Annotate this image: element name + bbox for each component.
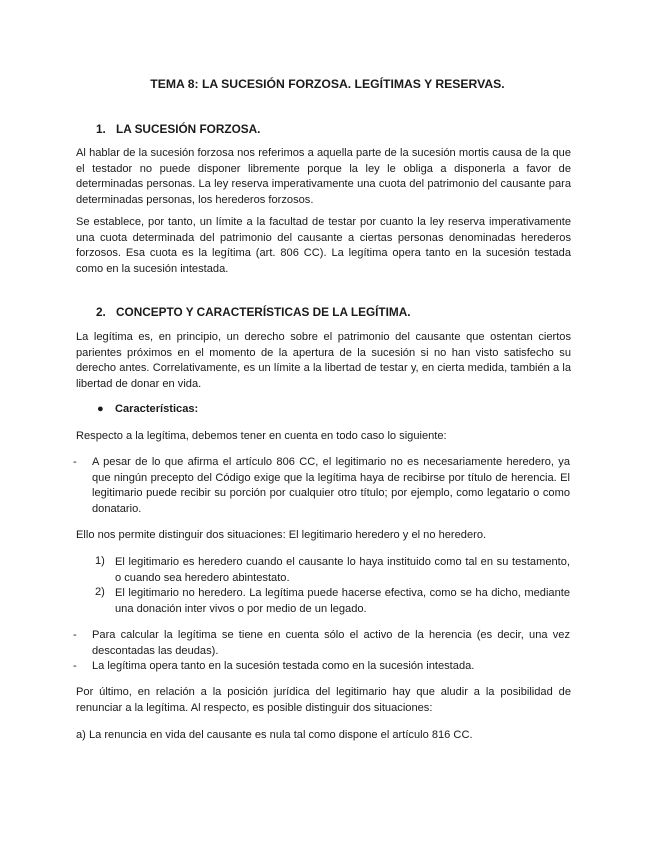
characteristics-intro: Respecto a la legítima, debemos tener en cuenta en todo caso lo siguiente: [76, 430, 447, 442]
characteristics-label: Características: [115, 403, 199, 415]
section-2-number: 2. [96, 305, 106, 319]
section-2-paragraph-last: Por último, en relación a la posición jurídica del legitimario hay que aludir a la posibilidad de renunciar a la legítima. Al respecto, es posible distinguir dos situaciones: [76, 686, 571, 714]
numbered-label-1: 1) [95, 555, 105, 567]
distinguish-paragraph: Ello nos permite distinguir dos situaciones: El legitimario heredero y el no heredero. [76, 529, 487, 541]
numbered-label-2: 2) [95, 586, 105, 598]
section-2-paragraph-1: La legítima es, en principio, un derecho sobre el patrimonio del causante que ostentan ciertos parientes próximos en el momento de la apertura de la sucesión si no han visto satisfecho su derecho antes. Correlativamente, es un límite a la libertad de testar y, en cierta medida, también a la libertad de donar en vida. [76, 331, 571, 390]
section-1-title: LA SUCESIÓN FORZOSA. [116, 122, 261, 136]
list-item-dash-3: La legítima opera tanto en la sucesión testada como en la sucesión intestada. [92, 660, 475, 672]
section-1-number: 1. [96, 122, 106, 136]
list-item-dash-1: A pesar de lo que afirma el artículo 806 CC, el legitimario no es necesariamente heredero, ya que ningún precepto del Código exige que la legítima haya de recibirse por título de herencia. El legitimario puede recibir su porción por cualquier otro título; por ejemplo, como legatario o como donatario. [92, 456, 570, 515]
bullet-icon: ● [97, 403, 104, 415]
section-1-heading [96, 122, 260, 136]
document-title: TEMA 8: LA SUCESIÓN FORZOSA. LEGÍTIMAS Y RESERVAS. [150, 77, 505, 91]
dash-icon: - [73, 660, 77, 672]
dash-icon: - [73, 456, 77, 468]
characteristics-bullet [97, 403, 198, 415]
item-a: a) La renuncia en vida del causante es nula tal como dispone el artículo 816 CC. [76, 729, 473, 741]
section-1-paragraph-2: Se establece, por tanto, un límite a la facultad de testar por cuanto la ley reserva imperativamente una cuota determinada del patrimonio del causante a ciertas personas denominadas herederos forzosos. Esa cuota es la legítima (art. 806 CC). La legítima opera tanto en la sucesión testada como en la sucesión intestada. [76, 216, 571, 275]
numbered-item-1: El legitimario es heredero cuando el causante lo haya instituido como tal en su testamento, o cuando sea heredero abintestato. [115, 556, 570, 584]
section-2-title: CONCEPTO Y CARACTERÍSTICAS DE LA LEGÍTIMA. [116, 305, 411, 319]
section-2-heading [96, 305, 411, 319]
section-1-paragraph-1: Al hablar de la sucesión forzosa nos referimos a aquella parte de la sucesión mortis causa de la que el testador no puede disponer libremente porque la ley le obliga a disponerla a favor de determinadas personas. La ley reserva imperativamente una cuota del patrimonio del causante para determinadas personas, los herederos forzosos. [76, 147, 571, 206]
numbered-item-2: El legitimario no heredero. La legítima puede hacerse efectiva, como se ha dicho, mediante una donación inter vivos o por medio de un legado. [115, 587, 570, 615]
list-item-dash-2: Para calcular la legítima se tiene en cuenta sólo el activo de la herencia (es decir, una vez descontadas las deudas). [92, 629, 570, 657]
dash-icon: - [73, 629, 77, 641]
